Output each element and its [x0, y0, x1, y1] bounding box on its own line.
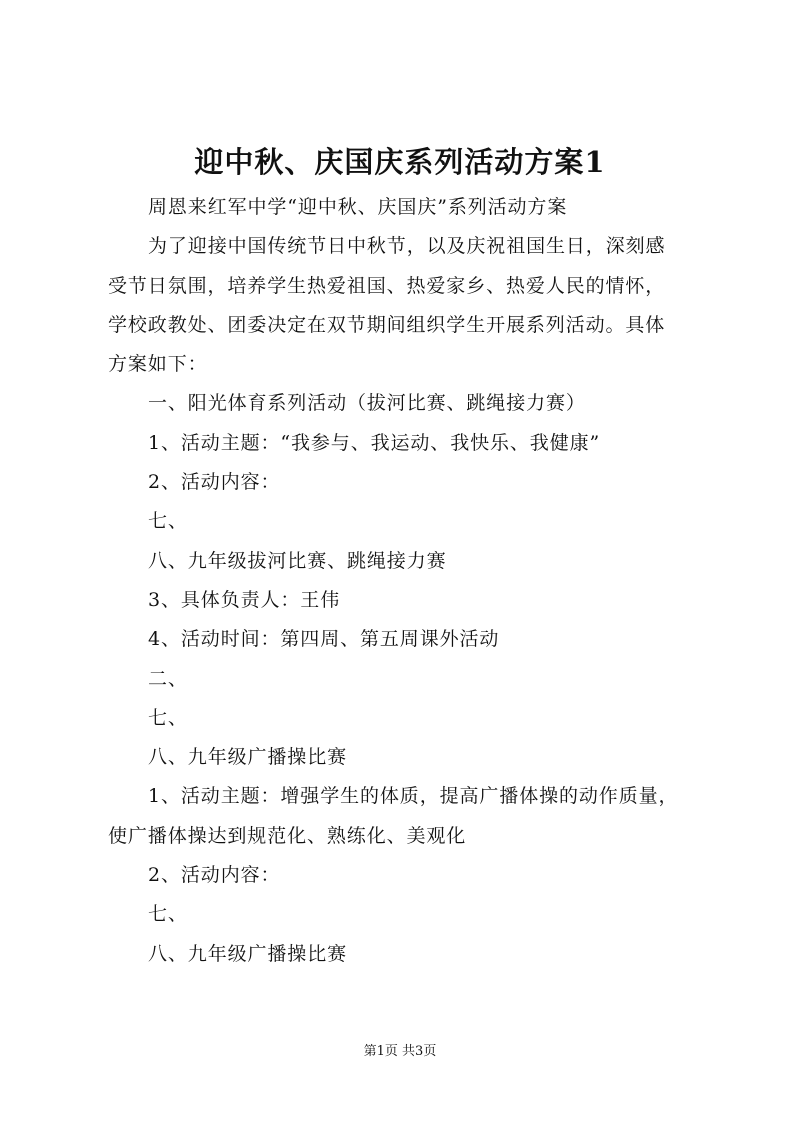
- paragraph-line: 八、九年级拔河比赛、跳绳接力赛: [148, 549, 447, 572]
- paragraph-line: 七、: [148, 903, 188, 926]
- paragraph-line: 二、: [148, 667, 188, 690]
- paragraph-line: 一、阳光体育系列活动（拔河比赛、跳绳接力赛）: [148, 392, 586, 415]
- paragraph-line: 1、活动主题：“我参与、我运动、我快乐、我健康”: [148, 431, 601, 454]
- paragraph-line: 周恩来红军中学“迎中秋、庆国庆”系列活动方案: [148, 196, 568, 218]
- paragraph-line: 七、: [148, 510, 188, 533]
- paragraph-line: 2、活动内容：: [148, 471, 281, 494]
- paragraph-line: 为了迎接中国传统节日中秋节，以及庆祝祖国生日，深刻感: [148, 235, 666, 258]
- document-body: [108, 188, 708, 974]
- paragraph-line: 3、具体负责人：王伟: [148, 588, 341, 611]
- paragraph-line: 2、活动内容：: [148, 864, 281, 887]
- paragraph-line: 方案如下：: [108, 353, 208, 376]
- paragraph-line: 七、: [148, 706, 188, 729]
- paragraph-line: 4、活动时间：第四周、第五周课外活动: [148, 628, 500, 651]
- document-title: 迎中秋、庆国庆系列活动方案1: [194, 145, 606, 179]
- paragraph-line: 学校政教处、团委决定在双节期间组织学生开展系列活动。具体: [108, 313, 666, 336]
- page-footer: 第1页 共3页: [363, 1044, 437, 1059]
- paragraph-line: 八、九年级广播操比赛: [148, 746, 348, 769]
- paragraph-line: 受节日氛围，培养学生热爱祖国、热爱家乡、热爱人民的情怀，: [108, 274, 666, 297]
- paragraph-line: 八、九年级广播操比赛: [148, 942, 348, 965]
- paragraph-line: 1、活动主题：增强学生的体质，提高广播体操的动作质量，: [148, 785, 679, 808]
- paragraph-line: 使广播体操达到规范化、熟练化、美观化: [108, 824, 467, 847]
